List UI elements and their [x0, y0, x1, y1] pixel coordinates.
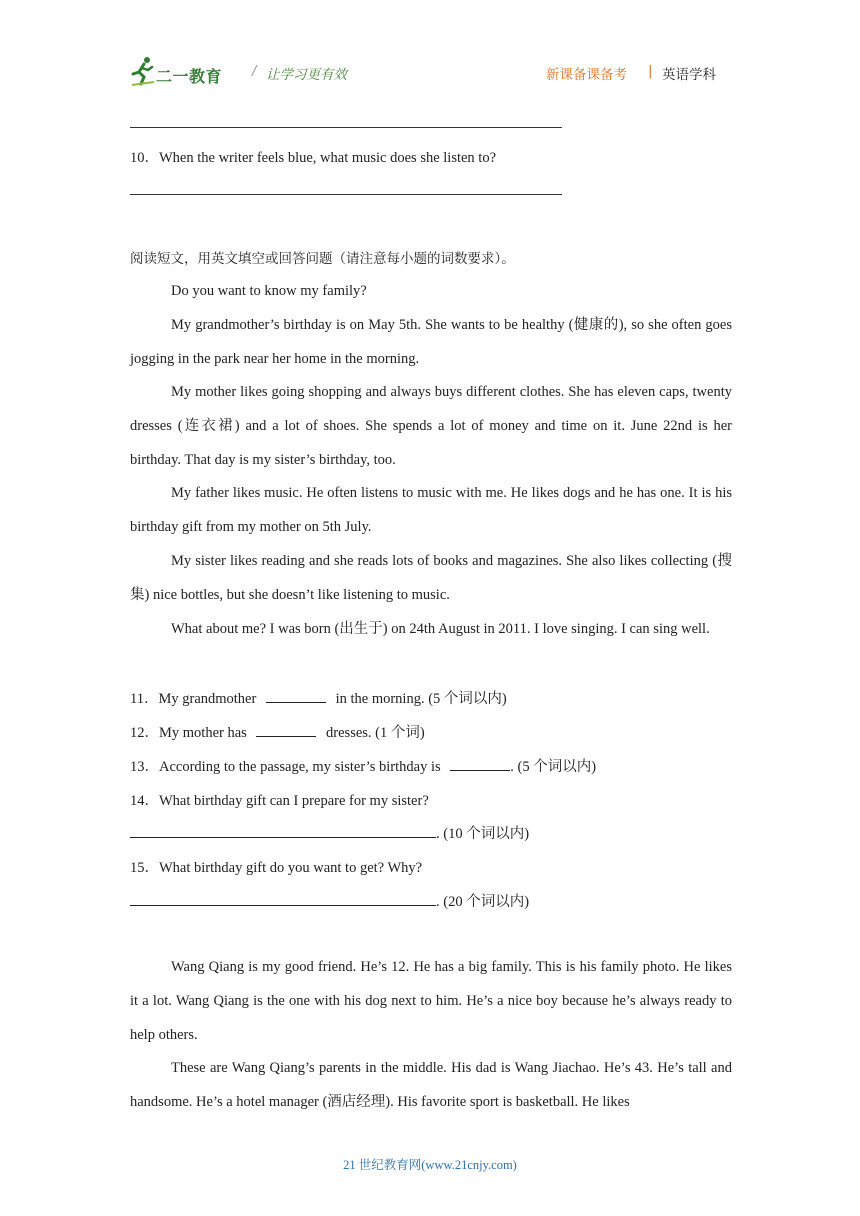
paragraph: Wang Qiang is my good friend. He’s 12. He has a big family. This is his family photo. He likes it a lot. Wang Qiang is the one with his dog next to him. He’s a nice boy because he’s always ready to help others. [130, 959, 732, 1043]
answer-line[interactable] [130, 825, 436, 838]
question-15: 15．What birthday gift do you want to get? Why? [130, 860, 423, 876]
runner-logo-icon [130, 56, 156, 91]
header-course-label: 新课备课备考 [546, 67, 627, 83]
paragraph: My mother likes going shopping and always buys different clothes. She has eleven caps, twenty dresses (连衣裙) and a lot of shoes. She spends a lot of money and time on it. June 22nd is her birthday. That day is my sister’s birthday, too. [130, 384, 732, 468]
answer-line [130, 194, 562, 195]
fill-in-blank[interactable] [256, 724, 316, 737]
header-divider: | [648, 63, 653, 79]
question-10 [130, 146, 496, 167]
logo-text: 二一教育 [156, 67, 223, 86]
question-12: 12．My mother has dresses. (1 个词) [130, 725, 425, 741]
paragraph: These are Wang Qiang’s parents in the middle. His dad is Wang Jiachao. He’s 43. He’s tall and handsome. He’s a hotel manager (酒店经理). His favorite sport is basketball. He likes [130, 1060, 732, 1110]
paragraph: Do you want to know my family? [171, 283, 367, 299]
answer-line [130, 127, 562, 128]
fill-in-blank[interactable] [266, 690, 326, 703]
section-instruction: 阅读短文，用英文填空或回答问题（请注意每小题的词数要求）。 [130, 251, 515, 267]
question-text: When the writer feels blue, what music does she listen to? [159, 150, 497, 166]
paragraph: My father likes music. He often listens to music with me. He likes dogs and he has one. It is his birthday gift from my mother on 5th July. [130, 485, 732, 535]
fill-in-blank[interactable] [450, 758, 510, 771]
paragraph: My grandmother’s birthday is on May 5th. She wants to be healthy (健康的), so she often goes jogging in the park near her home in the morning. [130, 317, 732, 367]
answer-line[interactable] [130, 893, 436, 906]
question-13: 13．According to the passage, my sister’s birthday is . (5 个词以内) [130, 759, 597, 775]
paragraph: What about me? I was born (出生于) on 24th August in 2011. I love singing. I can sing well. [171, 621, 710, 637]
question-15-answer: . (20 个词以内) [130, 890, 529, 911]
question-14: 14．What birthday gift can I prepare for my sister? [130, 793, 429, 809]
slogan-separator: / [252, 64, 257, 79]
question-number: 10． [130, 150, 159, 166]
question-11: 11．My grandmother in the morning. (5 个词以内) [130, 691, 507, 707]
header-subject-label: 英语学科 [662, 67, 716, 83]
slogan: 让学习更有效 [266, 67, 347, 83]
page-footer: 21 世纪教育网(www.21cnjy.com) [343, 1158, 517, 1172]
question-14-answer: . (10 个词以内) [130, 822, 529, 843]
page-header [130, 52, 730, 92]
paragraph: My sister likes reading and she reads lots of books and magazines. She also likes collecting (搜集) nice bottles, but she doesn’t like listening to music. [130, 553, 732, 603]
